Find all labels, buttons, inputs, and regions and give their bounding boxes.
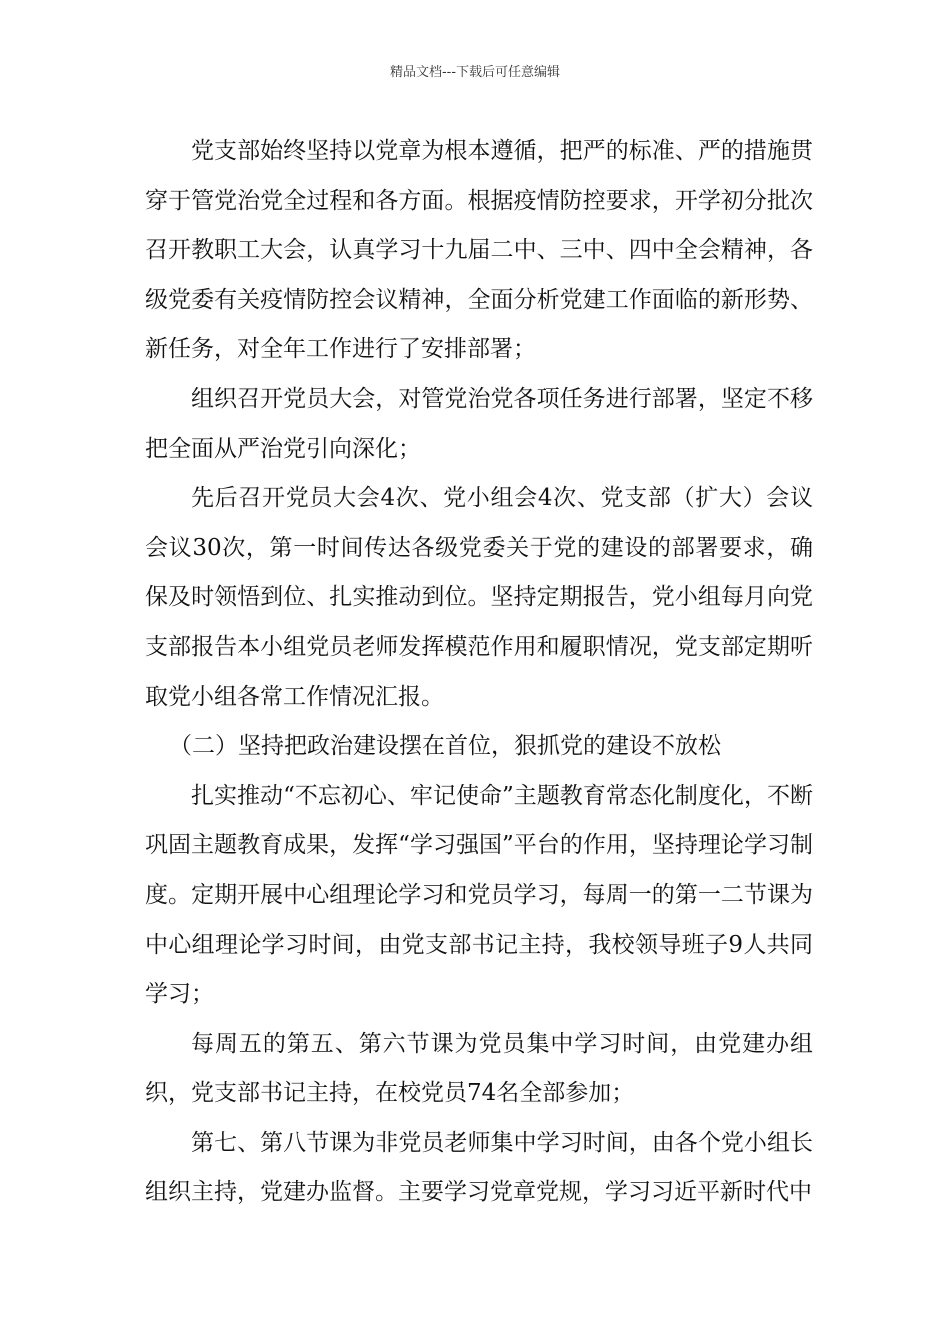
paragraph: 每周五的第五、第六节课为党员集中学习时间，由党建办组织，党支部书记主持，在校党员74名全部参加； — [145, 1030, 813, 1107]
paragraph: 第七、第八节课为非党员老师集中学习时间，由各个党小组长组织主持，党建办监督。主要学习党章党规，学习习近平新时代中 — [145, 1129, 813, 1206]
paragraph: 扎实推动“不忘初心、牢记使命”主题教育常态化制度化，不断巩固主题教育成果，发挥“学习强国”平台的作用，坚持理论学习制度。定期开展中心组理论学习和党员学习，每周一的第一二节课为中心组理论学习时间，由党支部书记主持，我校领导班子9人共同学习； — [145, 782, 813, 1008]
paragraph: 组织召开党员大会，对管党治党各项任务进行部署，坚定不移把全面从严治党引向深化； — [145, 385, 813, 462]
page-header: 精品文档---下载后可任意编辑 — [389, 65, 561, 80]
document-body — [145, 127, 813, 1218]
paragraph: 先后召开党员大会4次、党小组会4次、党支部（扩大）会议会议30次，第一时间传达各级党委关于党的建设的部署要求，确保及时领悟到位、扎实推动到位。坚持定期报告，党小组每月向党支部报告本小组党员老师发挥模范作用和履职情况，党支部定期听取党小组各常工作情况汇报。 — [145, 485, 813, 710]
paragraph: 党支部始终坚持以党章为根本遵循，把严的标准、严的措施贯穿于管党治党全过程和各方面。根据疫情防控要求，开学初分批次召开教职工大会，认真学习十九届二中、三中、四中全会精神，各级党委有关疫情防控会议精神，全面分析党建工作面临的新形势、新任务，对全年工作进行了安排部署； — [145, 138, 813, 363]
section-heading: （二）坚持把政治建设摆在首位，狠抓党的建设不放松 — [169, 733, 721, 760]
